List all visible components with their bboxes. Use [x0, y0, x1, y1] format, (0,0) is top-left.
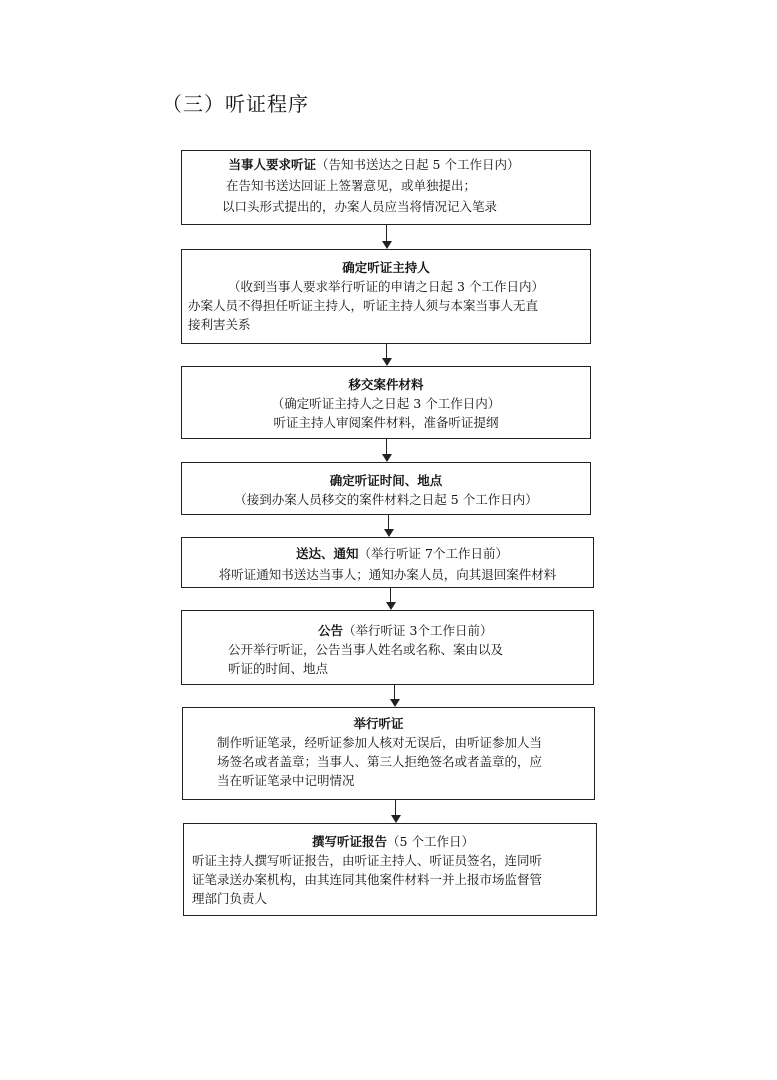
step-box-announcement: [181, 610, 594, 685]
flow-arrow: [386, 588, 396, 610]
step-text: 制作听证笔录，经听证参加人核对无误后，由听证参加人当: [217, 735, 543, 750]
step-title: 移交案件材料: [348, 377, 424, 392]
step-note: （举行听证 7个工作日前）: [358, 546, 508, 561]
flow-arrow: [384, 515, 394, 537]
step-text: 办案人员不得担任听证主持人，听证主持人须与本案当事人无直: [188, 298, 539, 313]
step-header: [188, 544, 587, 563]
step-note: （5 个工作日）: [387, 834, 474, 849]
flow-arrow: [382, 225, 392, 249]
step-note: （告知书送达之日起 5 个工作日内）: [316, 157, 520, 172]
step-text: 在告知书送达回证上签署意见，或单独提出；: [226, 178, 477, 193]
step-title: 送达、通知: [296, 546, 359, 561]
flow-arrow: [382, 344, 392, 366]
step-note: （收到当事人要求举行听证的申请之日起 3 个工作日内）: [228, 279, 544, 294]
step-header: [190, 155, 582, 174]
step-title: 确定听证主持人: [342, 260, 430, 275]
step-text: 证笔录送办案机构，由其连同其他案件材料一并上报市场监督管: [192, 872, 543, 887]
step-box-deliver-notify: [181, 537, 594, 588]
step-text: 公开举行听证，公告当事人姓名或名称、案由以及: [228, 642, 504, 657]
step-text: 听证的时间、地点: [228, 661, 329, 676]
step-box-hold-hearing: [182, 707, 595, 800]
step-header: [188, 621, 587, 640]
flow-arrow: [390, 685, 400, 707]
step-box-transfer-materials: [181, 366, 591, 439]
step-text: 理部门负责人: [192, 891, 268, 906]
step-text: 当在听证笔录中记明情况: [217, 773, 355, 788]
flow-arrow: [391, 800, 401, 823]
step-text: 场签名或者盖章；当事人、第三人拒绝签名或者盖章的，应: [217, 754, 543, 769]
step-title: 举行听证: [353, 716, 404, 731]
step-title: 当事人要求听证: [228, 157, 317, 172]
step-text: 接利害关系: [188, 317, 251, 332]
step-title: 撰写听证报告: [312, 834, 388, 849]
step-box-write-report: [183, 823, 597, 916]
flow-arrow: [382, 439, 392, 462]
page-title: （三）听证程序: [162, 92, 309, 116]
step-text: 以口头形式提出的，办案人员应当将情况记入笔录: [222, 199, 498, 214]
step-box-time-place: [181, 462, 591, 515]
step-note: （接到办案人员移交的案件材料之日起 5 个工作日内）: [234, 492, 538, 507]
step-text: 将听证通知书送达当事人；通知办案人员，向其退回案件材料: [218, 567, 557, 582]
step-note: （举行听证 3个工作日前）: [343, 623, 493, 638]
step-text: 听证主持人撰写听证报告，由听证主持人、听证员签名，连同听: [192, 853, 543, 868]
step-title: 确定听证时间、地点: [329, 473, 443, 488]
step-header: [192, 832, 590, 851]
step-text: 听证主持人审阅案件材料，准备听证提纲: [273, 415, 499, 430]
step-title: 公告: [318, 623, 344, 638]
step-box-request-hearing: [181, 150, 591, 225]
step-note: （确定听证主持人之日起 3 个工作日内）: [271, 396, 501, 411]
step-box-hearing-host: [181, 249, 591, 344]
